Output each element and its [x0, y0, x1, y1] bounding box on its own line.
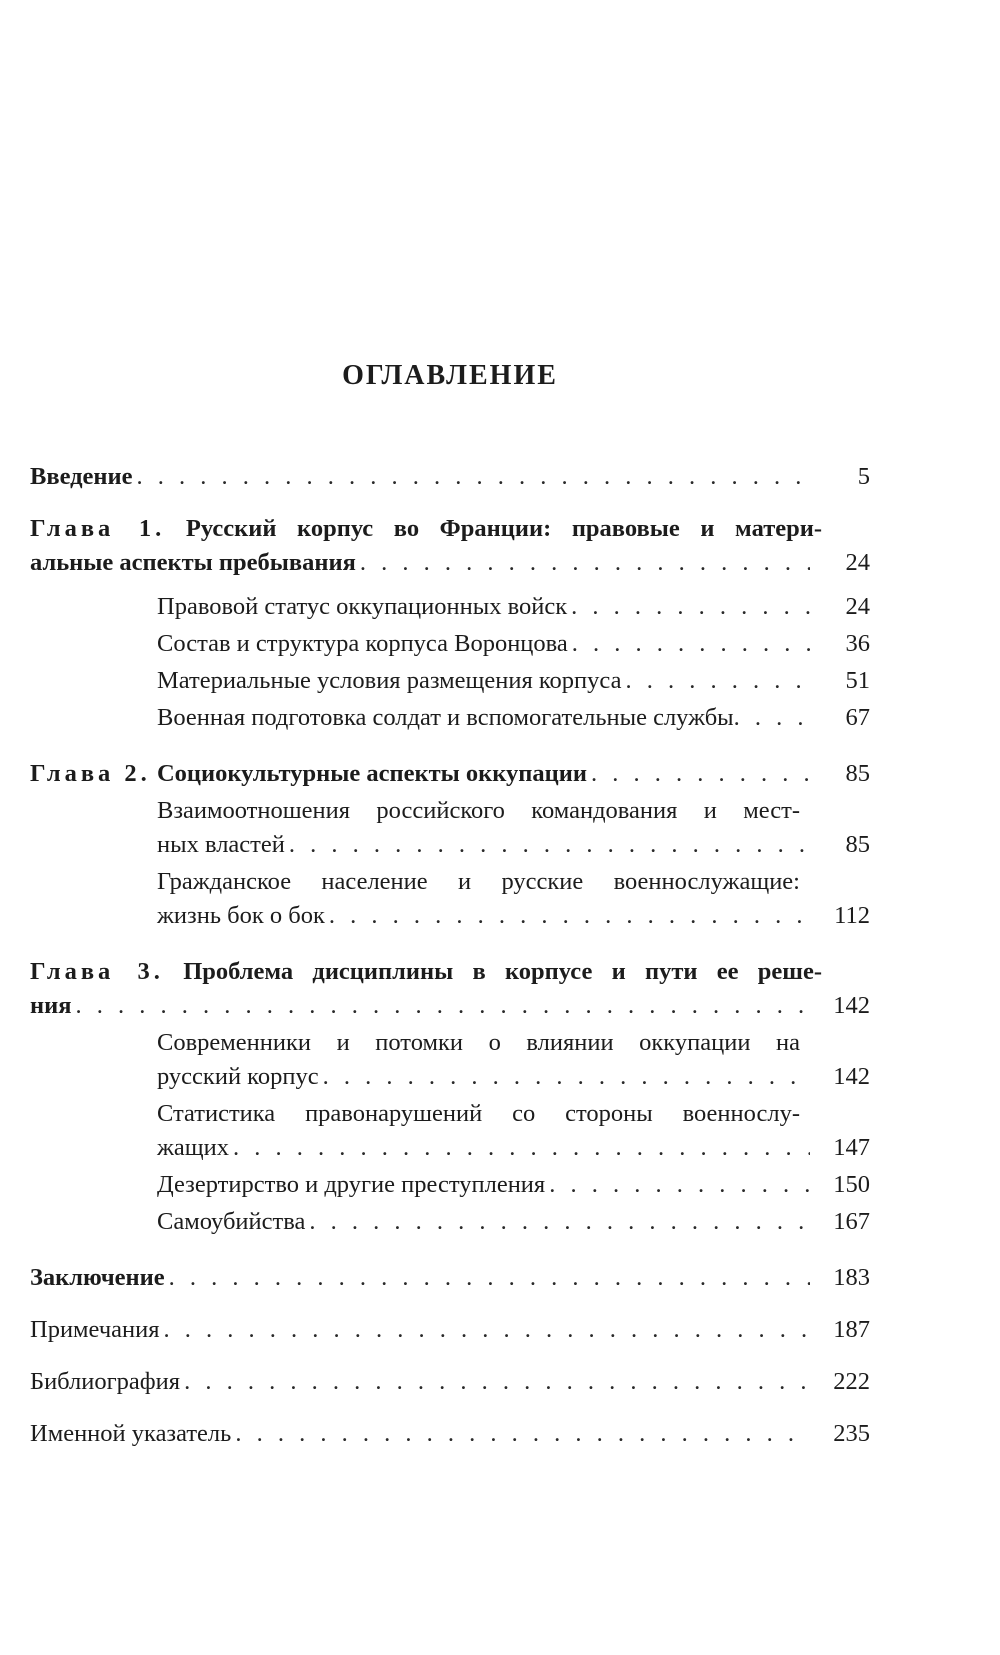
section-label-line1: Статистика правонарушений со стороны военнослу- — [157, 1100, 800, 1127]
section-label: Материальные условия размещения корпуса — [157, 667, 622, 694]
page-number: 167 — [833, 1208, 870, 1235]
dot-leader — [549, 1168, 810, 1202]
chapter-title: Социокультурные аспекты оккупации — [156, 760, 587, 787]
toc-entry-label: Библиография — [30, 1368, 181, 1395]
dot-leader — [137, 460, 811, 494]
page-number: 150 — [833, 1171, 870, 1198]
toc-entry-bibliography[interactable] — [30, 1365, 870, 1399]
section-label-line1: Гражданское население и русские военнослужащие: — [157, 868, 800, 895]
dot-leader — [329, 899, 810, 933]
chapter-title-line2: альные аспекты пребывания — [30, 549, 356, 576]
toc-entry-intro[interactable] — [30, 460, 870, 494]
chapter-prefix: Глава 3. — [30, 958, 164, 985]
toc-chapter-2 — [30, 757, 870, 933]
page-number: 183 — [833, 1264, 870, 1291]
toc-section[interactable] — [30, 1205, 870, 1239]
section-label-line2: русский корпус — [157, 1063, 319, 1090]
dot-leader — [323, 1060, 810, 1094]
dot-leader — [289, 828, 810, 862]
page-title: ОГЛАВЛЕНИЕ — [342, 360, 558, 391]
dot-leader — [76, 989, 811, 1023]
toc-section[interactable] — [30, 627, 870, 661]
page-number: 142 — [833, 992, 870, 1019]
dot-leader — [734, 701, 814, 735]
toc-entry-label: Примечания — [30, 1316, 160, 1343]
chapter-title-line1: Проблема дисциплины в корпусе и пути ее реше- — [183, 958, 822, 985]
section-label-line2: ных властей — [157, 831, 285, 858]
page-number: 147 — [833, 1134, 870, 1161]
toc-entry-index[interactable] — [30, 1417, 870, 1451]
table-of-contents — [30, 460, 870, 1469]
section-label-line1: Современники и потомки о влиянии оккупации на — [157, 1029, 800, 1056]
toc-section[interactable] — [30, 865, 870, 933]
page-number: 5 — [857, 463, 870, 490]
toc-chapter-3 — [30, 955, 870, 1239]
page-number: 24 — [845, 593, 870, 620]
toc-section[interactable] — [30, 1026, 870, 1094]
dot-leader — [572, 627, 810, 661]
toc-section[interactable] — [30, 664, 870, 698]
page-number: 24 — [845, 549, 870, 576]
page-number: 85 — [845, 831, 870, 858]
toc-entry-chapter-1[interactable] — [30, 512, 870, 580]
chapter-prefix: Глава 1. — [30, 515, 166, 542]
page-number: 112 — [834, 902, 870, 929]
dot-leader — [360, 546, 810, 580]
dot-leader — [233, 1131, 810, 1165]
toc-entry-label: Заключение — [30, 1264, 165, 1291]
toc-section[interactable] — [30, 1097, 870, 1165]
toc-section[interactable] — [30, 590, 870, 624]
page-number: 222 — [833, 1368, 870, 1395]
page-number: 187 — [833, 1316, 870, 1343]
dot-leader — [169, 1261, 810, 1295]
toc-chapter-1 — [30, 512, 870, 735]
toc-entry-label: Именной указатель — [30, 1420, 232, 1447]
chapter-prefix: Глава 2. — [30, 760, 151, 787]
page-number: 51 — [845, 667, 870, 694]
section-label: Самоубийства — [157, 1208, 306, 1235]
page-number: 142 — [833, 1063, 870, 1090]
page-number: 36 — [845, 630, 870, 657]
chapter-title-line1: Русский корпус во Франции: правовые и матери- — [185, 515, 822, 542]
toc-entry-notes[interactable] — [30, 1313, 870, 1347]
dot-leader — [591, 757, 810, 791]
page-number: 85 — [845, 760, 870, 787]
section-label: Дезертирство и другие преступления — [157, 1171, 546, 1198]
chapter-title-line2: ния — [30, 992, 72, 1019]
page-number: 67 — [845, 704, 870, 731]
toc-entry-conclusion[interactable] — [30, 1261, 870, 1295]
toc-entry-chapter-3[interactable] — [30, 955, 870, 1023]
toc-entry-chapter-2[interactable] — [30, 757, 870, 791]
section-label: Правовой статус оккупационных войск — [157, 593, 568, 620]
dot-leader — [235, 1417, 810, 1451]
page-number: 235 — [833, 1420, 870, 1447]
dot-leader — [571, 590, 810, 624]
section-label: Состав и структура корпуса Воронцова — [157, 630, 568, 657]
toc-entry-label: Введение — [30, 463, 133, 490]
toc-section[interactable] — [30, 701, 870, 735]
section-label: Военная подготовка солдат и вспомогательные службы — [157, 704, 734, 731]
dot-leader — [164, 1313, 810, 1347]
section-label-line2: жизнь бок о бок — [157, 902, 325, 929]
dot-leader — [184, 1365, 810, 1399]
toc-section[interactable] — [30, 1168, 870, 1202]
dot-leader — [309, 1205, 810, 1239]
dot-leader — [625, 664, 810, 698]
section-label-line2: жащих — [157, 1134, 230, 1161]
toc-section[interactable] — [30, 794, 870, 862]
section-label-line1: Взаимоотношения российского командования и мест- — [157, 797, 800, 824]
